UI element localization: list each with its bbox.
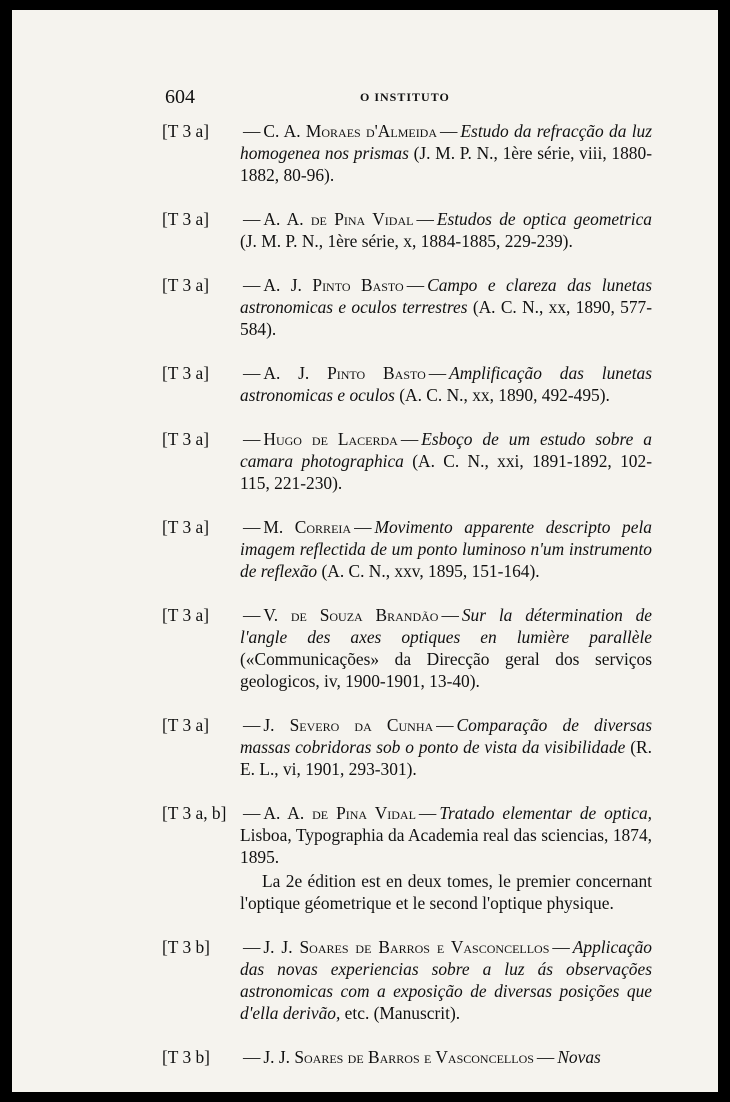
entry-title: Sur la détermination de l'angle des axes optiques en lumière parallèle (240, 605, 652, 647)
entry-author: V. de Souza Brandão (263, 605, 439, 625)
bibliography-entry: [T 3 a] — A. J. Pinto Basto — Amplificação das lunetas astronomicas e oculos (A. C. N., xx, 1890, 492-495). (162, 363, 652, 405)
entry-title: Campo e clareza das lunetas astronomicas e oculos terrestres (240, 275, 652, 317)
entry-author: A. J. Pinto Basto (263, 363, 426, 383)
entry-tag: [T 3 a] (162, 517, 210, 537)
entry-details: (A. C. N., xxv, 1895, 151-164). (321, 561, 540, 581)
bibliography-entry: [T 3 a] — A. A. de Pina Vidal — Estudos de optica geometrica (J. M. P. N., 1ère série, x, 1884-1885, 229-239). (162, 209, 652, 251)
entry-note: La 2e édition est en deux tomes, le premier concernant l'optique géometrique et le second l'optique physique. (240, 871, 652, 913)
entry-details: (R. E. L., vi, 1901, 293-301). (240, 737, 652, 779)
entry-tag: [T 3 a] (162, 275, 210, 295)
entry-author: J. J. Soares de Barros e Vasconcellos (263, 1047, 534, 1067)
entry-tag: [T 3 a] (162, 121, 210, 141)
entry-details: (J. M. P. N., 1ère série, viii, 1880-1882, 80-96). (240, 143, 652, 185)
page-number: 604 (165, 86, 195, 108)
entry-title: Tratado elementar de optica, (439, 803, 652, 823)
entry-details: (A. C. N., xxi, 1891-1892, 102-115, 221-230). (240, 451, 652, 493)
entry-title: Novas (557, 1047, 601, 1067)
entry-details: Lisboa, Typographia da Academia real das sciencias, 1874, 1895. (240, 825, 652, 867)
entry-title: Comparação de diversas massas cobridoras sob o ponto de vista da visibilidade (240, 715, 652, 757)
running-head: O INSTITUTO (360, 90, 450, 104)
entry-author: J. Severo da Cunha (263, 715, 434, 735)
entry-tag: [T 3 a] (162, 363, 210, 383)
entry-author: J. J. Soares de Barros e Vasconcellos (263, 937, 550, 957)
entry-title: Amplificação das lunetas astronomicas e oculos (240, 363, 652, 405)
entry-author: A. A. de Pina Vidal (263, 803, 416, 823)
page-header (165, 82, 645, 112)
entry-details: etc. (Manuscrit). (344, 1003, 461, 1023)
entry-author: Hugo de Lacerda (263, 429, 398, 449)
entry-title: Esboço de um estudo sobre a camara photographica (240, 429, 652, 471)
bibliography-entry: [T 3 b] — J. J. Soares de Barros e Vasconcellos — Applicação das novas experiencias sobre a luz ás observações astronomicas com a exposição de diversas posições que d'ella derivão, etc. (Manuscrit). (162, 937, 652, 1023)
entry-author: A. J. Pinto Basto (263, 275, 404, 295)
bibliography-entry: [T 3 a] — V. de Souza Brandão — Sur la détermination de l'angle des axes optiques en lumière parallèle («Communicações» da Direcção geral dos serviços geologicos, iv, 1900-1901, 13-40). (162, 605, 652, 691)
entry-tag: [T 3 b] (162, 1047, 210, 1067)
entry-author: M. Correia (263, 517, 352, 537)
entry-tag: [T 3 a, b] (162, 803, 227, 823)
entry-title: Applicação das novas experiencias sobre a luz ás observações astronomicas com a exposição de diversas posições que d'ella derivão, (240, 937, 652, 1023)
entry-title: Estudo da refracção da luz homogenea nos prismas (240, 121, 652, 163)
entry-author: A. A. de Pina Vidal (263, 209, 414, 229)
entry-tag: [T 3 b] (162, 937, 210, 957)
entry-tag: [T 3 a] (162, 429, 210, 449)
bibliography-entry: [T 3 a] — A. J. Pinto Basto — Campo e clareza das lunetas astronomicas e oculos terrestres (A. C. N., xx, 1890, 577-584). (162, 275, 652, 339)
entry-details: («Communicações» da Direcção geral dos serviços geologicos, iv, 1900-1901, 13-40). (240, 649, 652, 691)
bibliography-entry: [T 3 a, b] — A. A. de Pina Vidal — Tratado elementar de optica, Lisboa, Typographia da Academia real das sciencias, 1874, 1895. La 2e édition est en deux tomes, le premier concernant l'optique géometrique et le second l'optique physique. (162, 803, 652, 913)
bibliography-entry: [T 3 a] — Hugo de Lacerda — Esboço de um estudo sobre a camara photographica (A. C. N., xxi, 1891-1892, 102-115, 221-230). (162, 429, 652, 493)
bibliography-list (162, 120, 652, 1068)
entry-details: (J. M. P. N., 1ère série, x, 1884-1885, 229-239). (240, 231, 573, 251)
entry-details: (A. C. N., xx, 1890, 492-495). (399, 385, 610, 405)
entry-tag: [T 3 a] (162, 605, 210, 625)
entry-author: C. A. Moraes d'Almeida (263, 121, 438, 141)
entry-details: (A. C. N., xx, 1890, 577-584). (240, 297, 652, 339)
document-page (12, 10, 718, 1092)
bibliography-entry: [T 3 a] — M. Correia — Movimento apparente descripto pela imagem reflectida de um ponto luminoso n'um instrumento de reflexão (A. C. N., xxv, 1895, 151-164). (162, 517, 652, 581)
bibliography-entry: [T 3 a] — J. Severo da Cunha — Comparação de diversas massas cobridoras sob o ponto de vista da visibilidade (R. E. L., vi, 1901, 293-301). (162, 715, 652, 779)
bibliography-entry: [T 3 b] — J. J. Soares de Barros e Vasconcellos — Novas (162, 1047, 601, 1067)
entry-tag: [T 3 a] (162, 209, 210, 229)
entry-title: Movimento apparente descripto pela imagem reflectida de um ponto luminoso n'um instrumento de reflexão (240, 517, 652, 581)
entry-tag: [T 3 a] (162, 715, 210, 735)
bibliography-entry: [T 3 a] — C. A. Moraes d'Almeida — Estudo da refracção da luz homogenea nos prismas (J. M. P. N., 1ère série, viii, 1880-1882, 80-96). (162, 121, 652, 185)
entry-title: Estudos de optica geometrica (436, 209, 652, 229)
